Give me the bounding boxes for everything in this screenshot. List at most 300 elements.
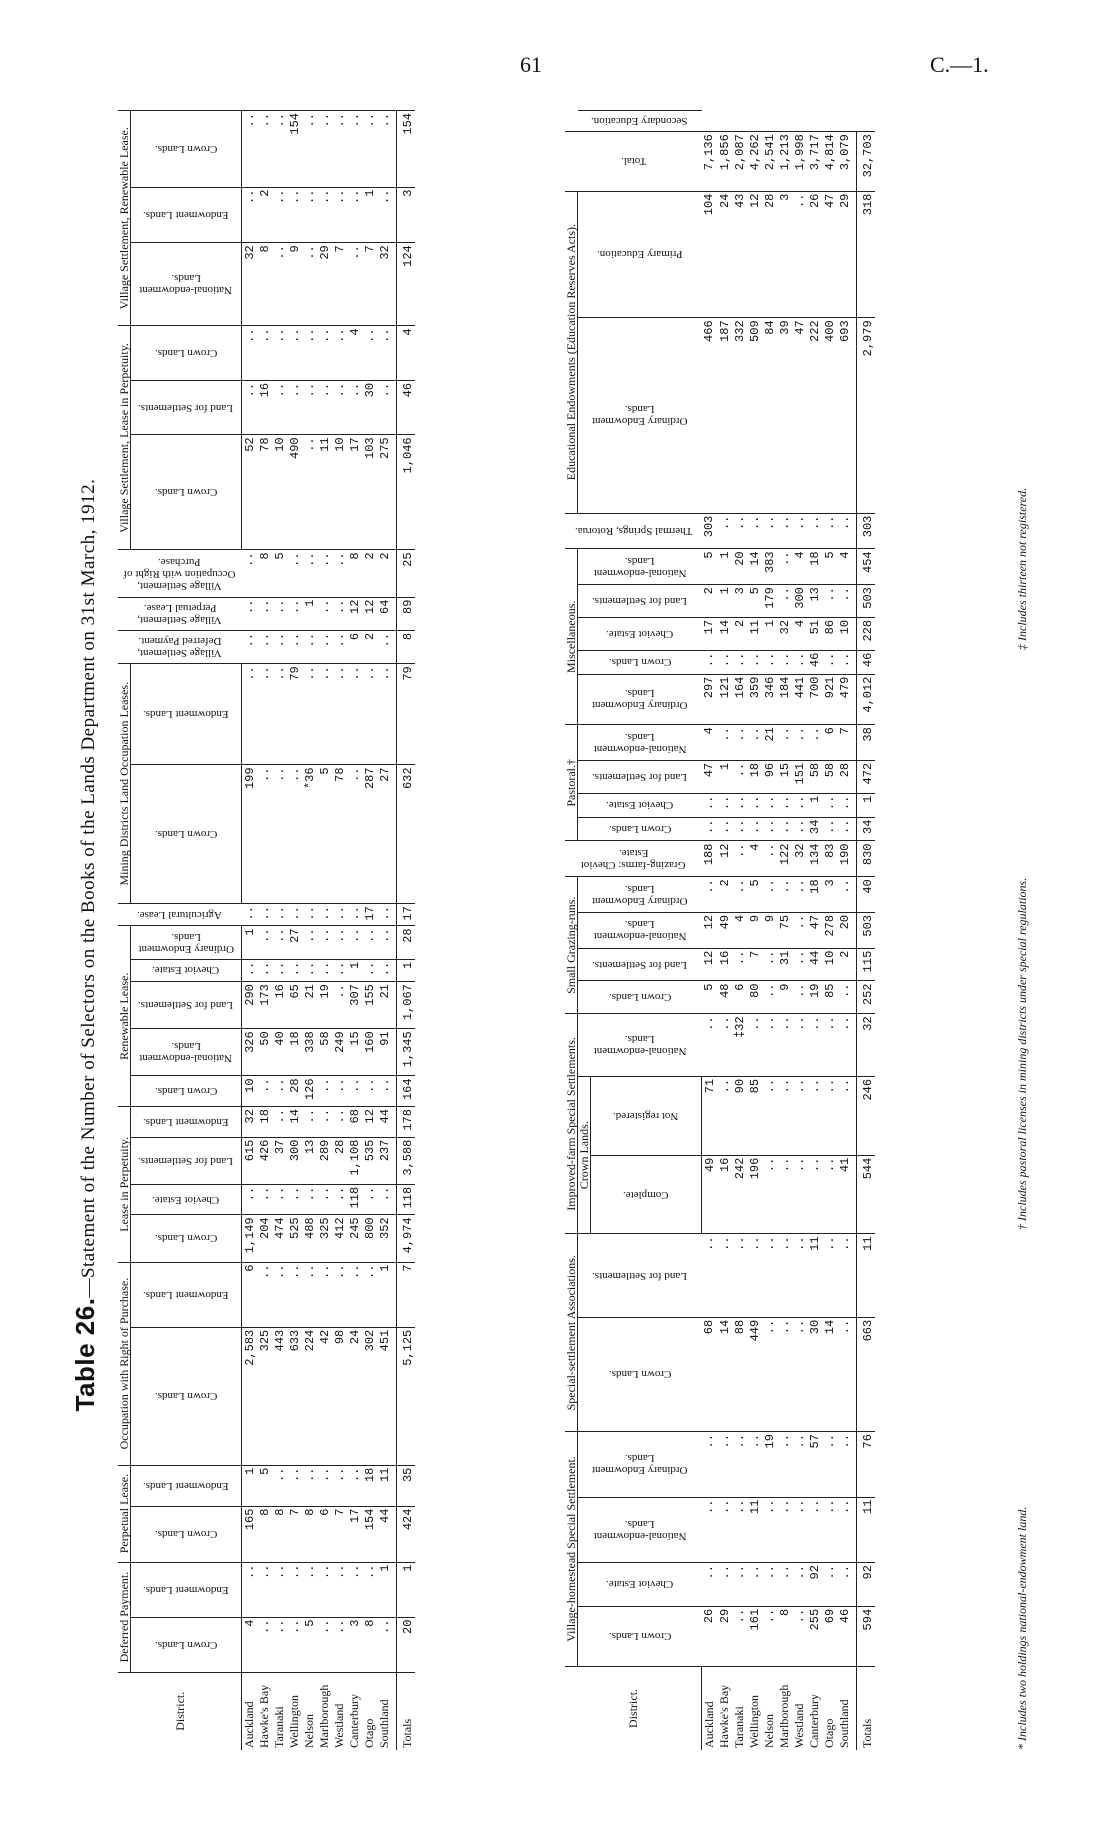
table-cell: .. <box>317 1107 332 1138</box>
column-header: Crown Lands. <box>131 1076 242 1107</box>
table-cell: .. <box>242 326 258 380</box>
group-header: Village-homestead Special Settlement. <box>565 1432 578 1667</box>
group-header: Mining Districts Land Occupation Leases. <box>118 664 131 904</box>
table-cell: 594 <box>857 1606 876 1666</box>
table-row <box>822 111 837 1751</box>
table-cell: .. <box>257 959 272 981</box>
table-cell: 307 <box>347 982 362 1029</box>
district-name: Westland <box>792 1666 807 1750</box>
table-cell: 26 <box>702 1606 718 1666</box>
table-cell: .. <box>287 380 302 434</box>
table-cell: .. <box>257 111 272 188</box>
table-cell: 6 <box>317 1506 332 1562</box>
table-cell: .. <box>347 111 362 188</box>
totals-label: Totals <box>397 1672 416 1750</box>
table-cell: 49 <box>717 912 732 948</box>
table-cell: 1 <box>717 585 732 618</box>
table-cell: 37 <box>272 1137 287 1184</box>
district-name: Westland <box>332 1672 347 1750</box>
table-cell: .. <box>362 664 377 765</box>
table-cell: .. <box>717 817 732 841</box>
table-cell: .. <box>807 1076 822 1155</box>
table-cell: 302 <box>362 1327 377 1465</box>
group-header: Lease in Perpetuity. <box>118 1107 131 1263</box>
table-cell: 34 <box>807 817 822 841</box>
table-cell: .. <box>242 904 258 926</box>
table-cell: .. <box>332 1617 347 1672</box>
table-cell: 7,136 <box>702 132 718 191</box>
table-cell: 49 <box>702 1155 718 1234</box>
table-cell: .. <box>717 1563 732 1607</box>
table-cell: .. <box>732 817 747 841</box>
table-cell: 16 <box>272 982 287 1029</box>
column-header: Crown Lands. <box>578 981 702 1014</box>
table-cell: 38 <box>857 725 876 761</box>
table-cell: 490 <box>287 435 302 550</box>
table-cell: 17 <box>362 904 377 926</box>
column-header: Cheviot Estate. <box>131 1184 242 1215</box>
table-cell: .. <box>807 513 822 549</box>
table-cell: .. <box>302 1562 317 1617</box>
table-cell: 16 <box>717 948 732 981</box>
table-cell: 5 <box>822 549 837 585</box>
table-cell: 47 <box>702 760 718 793</box>
table-cell: .. <box>837 981 857 1014</box>
table-cell: 8 <box>397 630 416 663</box>
table-cell: .. <box>302 904 317 926</box>
table-cell: .. <box>332 959 347 981</box>
table-cell: 503 <box>857 585 876 618</box>
table-cell: 830 <box>857 841 876 877</box>
table-row <box>302 111 317 1751</box>
table-cell: 1 <box>397 959 416 981</box>
table-cell: 160 <box>362 1029 377 1076</box>
table-cell: .. <box>807 1155 822 1234</box>
table-cell: 11 <box>747 1497 762 1562</box>
selectors-table-part1 <box>118 110 415 1750</box>
table-cell: 14 <box>717 1317 732 1431</box>
table-cell: 44 <box>377 1107 397 1138</box>
table-cell: .. <box>747 793 762 817</box>
table-cell: 8 <box>272 1506 287 1562</box>
table-cell: 2 <box>837 948 857 981</box>
table-cell: 89 <box>397 597 416 630</box>
group-header: Village Settlement, Occupation with Right of Purchase. <box>118 550 242 597</box>
table-cell: .. <box>717 1497 732 1562</box>
column-header: Endowment Lands. <box>131 1465 242 1506</box>
table-cell: 10 <box>272 435 287 550</box>
table-cell: .. <box>257 326 272 380</box>
table-cell: 68 <box>702 1317 718 1431</box>
table-cell: .. <box>792 948 807 981</box>
district-name: Marlborough <box>777 1666 792 1750</box>
table-cell: 58 <box>317 1029 332 1076</box>
table-cell: 32 <box>777 617 792 650</box>
table-cell: 1 <box>347 959 362 981</box>
table-cell: .. <box>257 1184 272 1215</box>
table-cell: 25 <box>397 550 416 597</box>
table-cell: .. <box>747 1014 762 1077</box>
column-header: Crown Lands. <box>131 326 242 380</box>
column-header: Endowment Lands. <box>131 187 242 243</box>
table-cell: 222 <box>807 318 822 513</box>
column-header: Crown Lands. <box>131 1215 242 1262</box>
table-cell: 164 <box>397 1076 416 1107</box>
table-cell: .. <box>792 1076 807 1155</box>
table-cell: 46 <box>397 380 416 434</box>
column-header: Land for Settlements. <box>578 760 702 793</box>
table-cell: 325 <box>257 1327 272 1465</box>
table-cell: 2 <box>362 550 377 597</box>
table-cell: 7 <box>397 1262 416 1327</box>
table-cell: .. <box>347 1076 362 1107</box>
table-cell: 3 <box>732 585 747 618</box>
table-cell: 14 <box>287 1107 302 1138</box>
table-cell: 28 <box>397 926 416 959</box>
table-cell: .. <box>287 1184 302 1215</box>
group-header: Renewable Lease. <box>118 926 131 1107</box>
table-cell: .. <box>702 1563 718 1607</box>
table-cell: 1,998 <box>792 132 807 191</box>
table-cell: 92 <box>807 1563 822 1607</box>
table-cell: 4 <box>702 725 718 761</box>
table-cell: .. <box>272 904 287 926</box>
table-cell: .. <box>317 630 332 663</box>
table-cell: .. <box>302 1465 317 1506</box>
table-cell: 24 <box>347 1327 362 1465</box>
table-cell: 252 <box>857 981 876 1014</box>
table-cell: 8 <box>362 1617 377 1672</box>
table-cell: 451 <box>377 1327 397 1465</box>
table-cell: 71 <box>702 1076 718 1155</box>
table-cell: .. <box>302 187 317 243</box>
table-cell: .. <box>272 326 287 380</box>
table-cell: 2 <box>732 617 747 650</box>
table-cell: 441 <box>792 674 807 725</box>
table-cell: 12 <box>362 1107 377 1138</box>
table-row <box>242 111 258 1751</box>
table-cell: .. <box>242 664 258 765</box>
table-cell: 79 <box>397 664 416 765</box>
table-cell: .. <box>702 817 718 841</box>
table-cell: 104 <box>702 191 718 318</box>
table-cell: .. <box>317 380 332 434</box>
table-cell: .. <box>257 1617 272 1672</box>
table-cell: 122 <box>777 841 792 877</box>
column-header: Ordinary Endowment Lands. <box>131 926 242 959</box>
table-cell: .. <box>837 877 857 913</box>
table-cell: 359 <box>747 674 762 725</box>
column-header: Not registered. <box>591 1076 702 1155</box>
table-cell: 1,067 <box>397 982 416 1029</box>
table-cell: 245 <box>347 1215 362 1262</box>
table-cell: 278 <box>822 912 837 948</box>
table-cell: .. <box>332 1562 347 1617</box>
table-cell: 7 <box>837 725 857 761</box>
column-header: Cheviot Estate. <box>578 793 702 817</box>
table-cell: .. <box>332 904 347 926</box>
table-cell: 5 <box>302 1617 317 1672</box>
table-cell: .. <box>287 187 302 243</box>
table-cell: .. <box>272 765 287 904</box>
table-cell: 31 <box>777 948 792 981</box>
table-cell: .. <box>747 1563 762 1607</box>
table-cell: .. <box>777 1432 792 1498</box>
table-row <box>732 111 747 1751</box>
table-cell: .. <box>762 1076 777 1155</box>
table-cell: .. <box>837 513 857 549</box>
table-cell: 179 <box>762 585 777 618</box>
table-cell: 544 <box>857 1155 876 1234</box>
table-cell: .. <box>317 664 332 765</box>
table-cell: 303 <box>702 513 718 549</box>
table-cell: 509 <box>747 318 762 513</box>
table-cell: .. <box>822 1014 837 1077</box>
table-cell: .. <box>702 1432 718 1498</box>
table-cell: 318 <box>857 191 876 318</box>
table-cell: .. <box>272 926 287 959</box>
table-cell: 32 <box>792 841 807 877</box>
table-cell: 5 <box>317 765 332 904</box>
table-cell: 4 <box>732 912 747 948</box>
table-cell: 454 <box>857 549 876 585</box>
district-header: District. <box>118 1672 242 1750</box>
column-header: Endowment Lands. <box>131 664 242 765</box>
table-cell: 17 <box>347 435 362 550</box>
table-cell: 237 <box>377 1137 397 1184</box>
table-cell: .. <box>822 1563 837 1607</box>
table-cell: *36 <box>302 765 317 904</box>
column-header: Crown Lands. <box>578 1606 702 1666</box>
table-cell: .. <box>302 1262 317 1327</box>
table-cell: 383 <box>762 549 777 585</box>
table-cell: 75 <box>777 912 792 948</box>
column-header: Land for Settlements. <box>578 585 702 618</box>
column-header: Crown Lands. <box>131 111 242 188</box>
table-cell: .. <box>732 841 747 877</box>
table-cell: .. <box>777 549 792 585</box>
table-cell: .. <box>837 1497 857 1562</box>
district-name: Taranaki <box>732 1666 747 1750</box>
table-cell: 800 <box>362 1215 377 1262</box>
table-cell: .. <box>732 1563 747 1607</box>
table-cell: 83 <box>822 841 837 877</box>
table-cell: .. <box>807 1014 822 1077</box>
table-cell: 18 <box>807 877 822 913</box>
table-cell: 5 <box>702 549 718 585</box>
column-header: Cheviot Estate. <box>131 959 242 981</box>
table-cell: .. <box>822 650 837 674</box>
table-cell: .. <box>272 1107 287 1138</box>
table-cell: .. <box>747 817 762 841</box>
table-cell: 3 <box>347 1617 362 1672</box>
table-row <box>807 111 822 1751</box>
group-header: Agricultural Lease. <box>118 904 242 926</box>
table-cell: 19 <box>762 1432 777 1498</box>
column-header: Endowment Lands. <box>131 1262 242 1327</box>
table-cell: 426 <box>257 1137 272 1184</box>
table-cell: 479 <box>837 674 857 725</box>
table-cell: 91 <box>377 1029 397 1076</box>
table-cell: 1 <box>302 597 317 630</box>
table-cell: 5 <box>747 585 762 618</box>
table-cell: .. <box>257 1076 272 1107</box>
totals-label: Totals <box>857 1666 876 1750</box>
district-name: Canterbury <box>807 1666 822 1750</box>
district-name: Nelson <box>762 1666 777 1750</box>
table-cell: 4 <box>347 326 362 380</box>
table-cell: 50 <box>257 1029 272 1076</box>
table-cell: .. <box>792 1497 807 1562</box>
subgroup-header: Crown Lands. <box>578 1076 591 1234</box>
table-cell: 1,345 <box>397 1029 416 1076</box>
table-cell: 6 <box>732 981 747 1014</box>
table-cell: 2,541 <box>762 132 777 191</box>
table-row <box>792 111 807 1751</box>
table-cell: .. <box>837 1563 857 1607</box>
table-cell: 3 <box>777 191 792 318</box>
table-cell: 289 <box>317 1137 332 1184</box>
table-cell: 8 <box>347 550 362 597</box>
table-cell: 18 <box>747 760 762 793</box>
table-cell: 18 <box>257 1107 272 1138</box>
table-cell: .. <box>257 765 272 904</box>
table-cell: .. <box>377 1617 397 1672</box>
table-cell: 184 <box>777 674 792 725</box>
table-cell: 124 <box>397 243 416 326</box>
table-cell: .. <box>242 630 258 663</box>
table-cell: .. <box>822 1497 837 1562</box>
table-cell: 4 <box>792 617 807 650</box>
table-cell: .. <box>317 1184 332 1215</box>
table-cell: .. <box>377 1184 397 1215</box>
table-cell: .. <box>257 664 272 765</box>
table-cell: .. <box>272 1562 287 1617</box>
table-cell: 29 <box>717 1606 732 1666</box>
table-cell: .. <box>762 1155 777 1234</box>
table-cell: 242 <box>732 1155 747 1234</box>
table-cell: 14 <box>747 549 762 585</box>
table-cell: .. <box>272 1184 287 1215</box>
table-cell: 1,108 <box>347 1137 362 1184</box>
table-cell: 8 <box>302 1506 317 1562</box>
table-cell: .. <box>272 111 287 188</box>
group-header: Deferred Payment. <box>118 1562 131 1672</box>
table-cell: 13 <box>302 1137 317 1184</box>
table-cell: 13 <box>807 585 822 618</box>
table-cell: .. <box>762 1234 777 1317</box>
table-cell: .. <box>287 1465 302 1506</box>
table-cell: 41 <box>837 1155 857 1234</box>
table-cell: .. <box>777 1234 792 1317</box>
table-cell: .. <box>302 926 317 959</box>
group-header: Village Settlement, Perpetual Lease. <box>118 597 242 630</box>
column-header: Secondary Education. <box>578 111 702 132</box>
table-cell: 615 <box>242 1137 258 1184</box>
table-cell: 424 <box>397 1506 416 1562</box>
table-cell: .. <box>242 959 258 981</box>
table-cell: .. <box>332 1107 347 1138</box>
table-cell: .. <box>347 1562 362 1617</box>
column-header: National-endowment Lands. <box>131 243 242 326</box>
table-cell: 12 <box>702 948 718 981</box>
table-cell: .. <box>272 1465 287 1506</box>
table-cell: 40 <box>857 877 876 913</box>
table-cell: .. <box>317 597 332 630</box>
table-cell: .. <box>702 877 718 913</box>
table-cell: 78 <box>257 435 272 550</box>
table-cell: .. <box>822 513 837 549</box>
table-cell: .. <box>762 1563 777 1607</box>
table-cell: .. <box>347 765 362 904</box>
table-cell: 3,079 <box>837 132 857 191</box>
table-cell: 64 <box>377 597 397 630</box>
table-cell: .. <box>777 1014 792 1077</box>
table-cell: .. <box>242 380 258 434</box>
table-cell: .. <box>792 1234 807 1317</box>
group-header: Pastoral.† <box>565 725 578 841</box>
group-header: Village Settlement, Lease in Perpetuity. <box>118 326 131 550</box>
table-cell: 503 <box>857 912 876 948</box>
table-cell: .. <box>837 1432 857 1498</box>
table-cell: 3 <box>822 877 837 913</box>
table-cell: .. <box>257 597 272 630</box>
table-cell: .. <box>317 187 332 243</box>
table-cell: .. <box>272 243 287 326</box>
table-cell: .. <box>777 585 792 618</box>
table-cell: .. <box>717 725 732 761</box>
table-row <box>377 111 397 1751</box>
table-cell: 7 <box>362 243 377 326</box>
table-cell: .. <box>332 1262 347 1327</box>
table-cell: .. <box>257 630 272 663</box>
table-cell: 51 <box>807 617 822 650</box>
column-header: National-endowment Lands. <box>578 549 702 585</box>
table-cell: 12 <box>747 191 762 318</box>
table-cell: .. <box>272 597 287 630</box>
district-name: Canterbury <box>347 1672 362 1750</box>
table-cell: 11 <box>747 617 762 650</box>
table-cell: 164 <box>732 674 747 725</box>
table-cell: 12 <box>347 597 362 630</box>
table-cell: .. <box>377 326 397 380</box>
table-cell: 303 <box>857 513 876 549</box>
document-reference: C.—1. <box>930 52 989 77</box>
table-cell: 246 <box>857 1076 876 1155</box>
table-cell: .. <box>702 1497 718 1562</box>
table-cell: .. <box>837 793 857 817</box>
table-cell: 472 <box>857 760 876 793</box>
table-cell: .. <box>822 1155 837 1234</box>
table-cell: .. <box>792 877 807 913</box>
table-cell: 15 <box>777 760 792 793</box>
column-header: Land for Settlements. <box>131 982 242 1029</box>
footnote-star: * Includes two holdings national-endowment land. <box>1015 1506 1029 1750</box>
table-cell: 7 <box>332 243 347 326</box>
table-cell: 4,262 <box>747 132 762 191</box>
table-cell: 4 <box>397 326 416 380</box>
district-header: District. <box>565 1666 702 1750</box>
table-cell: 663 <box>857 1317 876 1431</box>
table-cell: 79 <box>287 664 302 765</box>
table-cell: 26 <box>807 191 822 318</box>
table-cell: 9 <box>747 912 762 948</box>
table-cell: 1 <box>397 1562 416 1617</box>
column-header: Crown Lands. <box>131 1617 242 1672</box>
table-cell: .. <box>747 725 762 761</box>
table-cell: 78 <box>332 765 347 904</box>
table-cell: .. <box>377 630 397 663</box>
